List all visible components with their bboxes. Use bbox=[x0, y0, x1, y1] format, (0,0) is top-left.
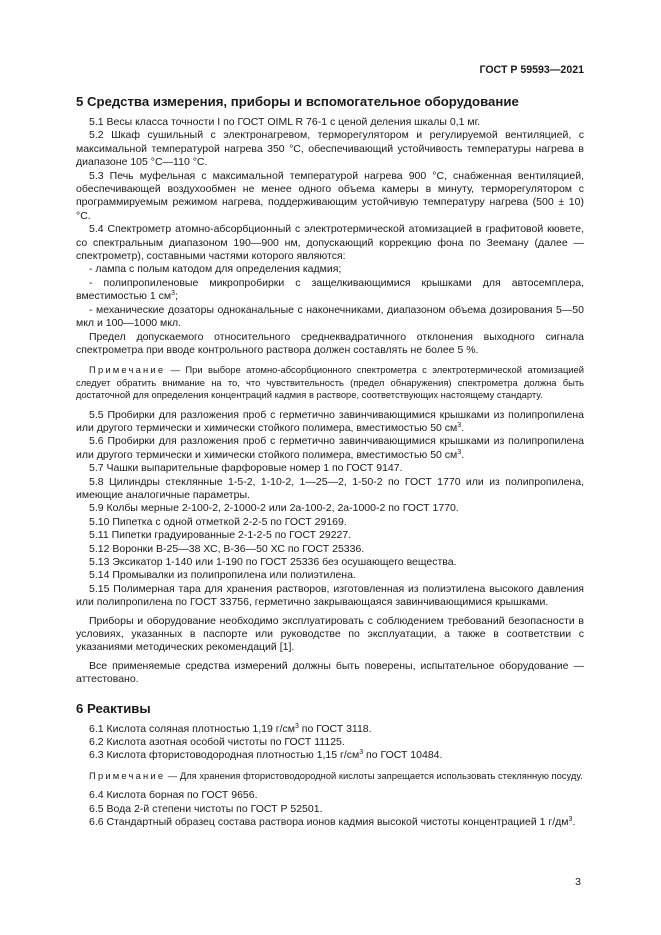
note-label: Примечание bbox=[89, 364, 166, 376]
paragraph-safety: Приборы и оборудование необходимо эксплуатировать с соблюдением требований безопасности в условиях, указанных в паспорте или руководстве по эксплуатации, а также в соответствии с указаниями методических рекомендаций [1]. bbox=[76, 614, 584, 654]
paragraph-5-5 bbox=[76, 409, 584, 436]
page-number: 3 bbox=[575, 876, 581, 888]
punctuation: ; bbox=[174, 290, 178, 303]
paragraph-6-5: 6.5 Вода 2-й степени чистоты по ГОСТ Р 52501. bbox=[89, 802, 323, 815]
paragraph-5-13: 5.13 Эксикатор 1-140 или 1-190 по ГОСТ 25336 без осушающего вещества. bbox=[89, 556, 457, 568]
list-item-microtubes bbox=[76, 277, 584, 304]
paragraph-6-2: 6.2 Кислота азотная особой чистоты по ГОСТ 11125. bbox=[89, 736, 345, 749]
note-hydrofluoric bbox=[76, 770, 584, 782]
section-6-title: 6 Реактивы bbox=[76, 700, 151, 716]
superscript: 3 bbox=[171, 290, 175, 298]
paragraph-5-9: 5.9 Колбы мерные 2-100-2, 2-1000-2 или 2а-100-2, 2а-1000-2 по ГОСТ 1770. bbox=[89, 502, 459, 515]
paragraph-5-15: 5.15 Полимерная тара для хранения растворов, изготовленная из полиэтилена высокого давления или полипропилена по ГОСТ 33756, герметично закрывающаяся завинчивающимися крышками. bbox=[76, 582, 584, 609]
punctuation: . bbox=[461, 448, 465, 461]
paragraph-5-2: 5.2 Шкаф сушильный с электронагревом, терморегулятором и регулируемой вентиляцией, с максимальной температурой нагрева 350 °C, обеспечивающий устойчивость температуры нагрева в диапазоне 105 °C—110 °C. bbox=[76, 129, 584, 169]
punctuation: . bbox=[572, 816, 576, 829]
note-spectrometer bbox=[76, 364, 584, 401]
note-text: — При выборе атомно-абсорбционного спектрометра с электротермической атомизацией следует обратить внимание на то, что чувствительность (предел обнаружения) спектрометра должна быть достаточной для определения концентраций кадмия в растворе, соответствующих настоящему стандарту. bbox=[76, 364, 584, 401]
punctuation: . bbox=[461, 421, 465, 434]
superscript: 3 bbox=[294, 722, 299, 730]
paragraph-5-11: 5.11 Пипетки градуированные 2-1-2-5 по ГОСТ 29227. bbox=[89, 529, 352, 542]
paragraph-verification: Все применяемые средства измерений должны быть поверены, испытательное оборудование — аттестовано. bbox=[76, 659, 584, 686]
paragraph-5-14: 5.14 Промывалки из полипропилена или полиэтилена. bbox=[89, 569, 356, 582]
paragraph-6-1 bbox=[76, 723, 584, 736]
paragraph-5-6-text: 5.6 Пробирки для разложения проб с герметично завинчивающимися крышками из полипропилена или другого термически и химически стойкого полимера, вместимостью 50 см bbox=[76, 435, 584, 461]
paragraph-5-4: 5.4 Спектрометр атомно-абсорбционный с электротермической атомизацией в графитовой кювете, со спектральным диапазоном 190—900 нм, допускающий коррекцию фона по Зееману (далее — спектрометр), составными частями которого являются: bbox=[76, 223, 584, 263]
paragraph-6-3 bbox=[76, 749, 584, 762]
paragraph-6-6-text: 6.6 Стандартный образец состава раствора ионов кадмия высокой чистоты концентрацией 1 г/дм bbox=[89, 816, 569, 829]
list-item-lamp: - лампа с полым катодом для определения кадмия; bbox=[89, 263, 342, 276]
superscript: 3 bbox=[568, 816, 573, 824]
paragraph-5-10: 5.10 Пипетка с одной отметкой 2-2-5 по ГОСТ 29169. bbox=[89, 515, 347, 528]
page-content bbox=[76, 88, 584, 830]
paragraph-6-6 bbox=[76, 816, 584, 829]
superscript: 3 bbox=[457, 421, 462, 429]
paragraph-6-4: 6.4 Кислота борная по ГОСТ 9656. bbox=[89, 789, 258, 802]
paragraph-5-8: 5.8 Цилиндры стеклянные 1-5-2, 1-10-2, 1—25—2, 1-50-2 по ГОСТ 1770 или из полипропилена, имеющие аналогичные параметры. bbox=[76, 475, 584, 501]
paragraph-5-5-text: 5.5 Пробирки для разложения проб с герметично завинчивающимися крышками из полипропилена или другого термически и химически стойкого полимера, вместимостью 50 см bbox=[76, 408, 584, 434]
note-label: Примечание bbox=[89, 769, 166, 781]
superscript: 3 bbox=[359, 749, 364, 757]
paragraph-5-3: 5.3 Печь муфельная с максимальной температурой нагрева 900 °C, снабженная вентиляцией, обеспечивающей воздухообмен не менее одного объема камеры в минуту, терморегулятором с программируемым режимом нагрева, поддерживающим устойчивую температуру нагрева (500 ± 10) °C. bbox=[76, 169, 584, 222]
note-text: — Для хранения фтористоводородной кислоты запрещается использовать стеклянную посуду. bbox=[165, 769, 583, 781]
paragraph-limit: Предел допускаемого относительного среднеквадратичного отклонения выходного сигнала спектрометра при вводе контрольного раствора должен составлять не более 5 %. bbox=[76, 330, 584, 356]
document-code: ГОСТ Р 59593—2021 bbox=[479, 64, 584, 76]
paragraph-5-1: 5.1 Весы класса точности I по ГОСТ OIML R 76-1 с ценой деления шкалы 0,1 мг. bbox=[89, 116, 481, 128]
section-5-title: 5 Средства измерения, приборы и вспомогательное оборудование bbox=[76, 94, 519, 109]
paragraph-6-1-text: 6.1 Кислота соляная плотностью 1,19 г/см bbox=[89, 722, 295, 735]
paragraph-6-1-tail: по ГОСТ 3118. bbox=[298, 722, 372, 735]
paragraph-6-3-tail: по ГОСТ 10484. bbox=[363, 749, 443, 762]
paragraph-5-7: 5.7 Чашки выпарительные фарфоровые номер 1 по ГОСТ 9147. bbox=[89, 462, 403, 475]
superscript: 3 bbox=[457, 448, 462, 456]
paragraph-5-6 bbox=[76, 435, 584, 462]
paragraph-6-3-text: 6.3 Кислота фтористоводородная плотностью 1,15 г/см bbox=[89, 749, 360, 762]
list-item-microtubes-text: - полипропиленовые микропробирки с защелкивающимися крышками для автосемплера, вместимостью 1 см bbox=[76, 276, 584, 303]
paragraph-5-12: 5.12 Воронки В-25—38 ХС, В-36—50 ХС по ГОСТ 25336. bbox=[89, 542, 365, 555]
list-item-dispensers: - механические дозаторы одноканальные с наконечниками, диапазоном объема дозирования 5—50 мкл и 100—1000 мкл. bbox=[76, 303, 584, 330]
